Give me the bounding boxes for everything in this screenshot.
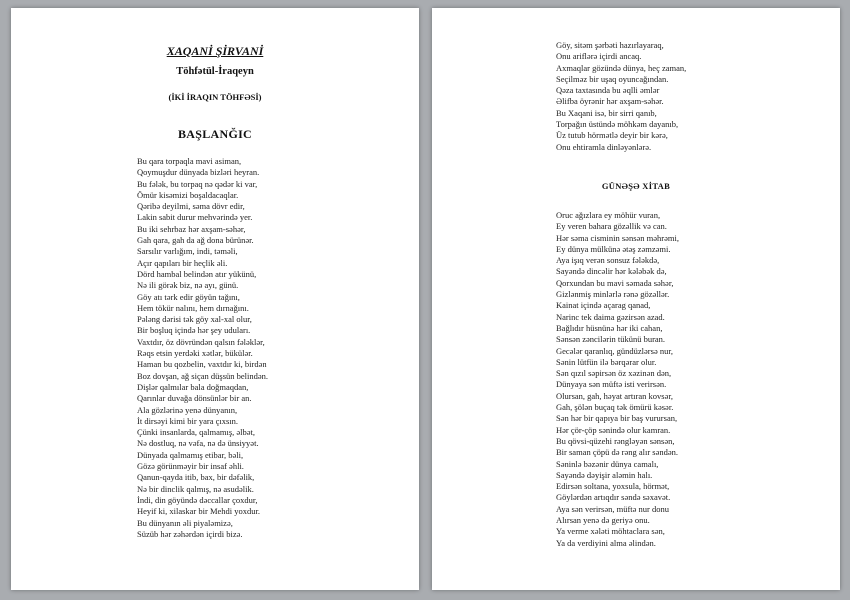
verse-line: Gah, şölən buçaq tək ömürü kəsər. [556, 402, 674, 413]
verse-line: Olursan, gah, həyat artıran kovsər, [556, 390, 673, 401]
verse-line: Dünyada qalmamış etibar, bəli, [137, 449, 244, 460]
verse-line: Haman bu qozbelin, vaxtdır ki, birdən [137, 359, 267, 370]
verse-line: Nə bir dinclik qalmış, nə asudəlik. [137, 483, 254, 494]
verse-line: Onu ariflərə içirdi ancaq. [556, 51, 642, 62]
right-page [432, 8, 840, 590]
verse-line: Sənin lütfün ilə bərqərar olur. [556, 356, 657, 367]
verse-line: Aya işıq verən sonsuz fələkdə, [556, 255, 660, 266]
verse-line: Axmaqlar gözündə dünya, heç zaman, [556, 62, 687, 73]
verse-line: Bağlıdır hüsnünə hər iki cahan, [556, 322, 663, 333]
section-title-right: GÜNƏŞƏ XİTAB [601, 181, 671, 191]
verse-line: Rəqs etsin yerdəki xətlər, bükülər. [137, 348, 253, 359]
verse-line: Vaxtdır, öz dövründən qalsın fələklər, [137, 336, 265, 347]
verse-line: Süzüb hər zəhərdən içirdi bizə. [137, 528, 243, 539]
verse-line: Alırsan yenə də geriyə onu. [556, 515, 650, 526]
verse-line: Onu ehtiramla dinləyənlərə. [556, 141, 652, 152]
verse-line: Qəribə deyilmi, səma dövr edir, [137, 201, 245, 212]
verse-line: Qorxundan bu mavi səmada səhər, [556, 277, 674, 288]
verse-line: Ömür kisəmizi boşaldacaqlar. [137, 189, 239, 200]
verse-line: Gizlənmiş minlərlə rənə gözəllər. [556, 289, 670, 300]
verse-line: Bu fələk, bu torpaq nə qədər ki var, [137, 178, 258, 189]
verse-line: Bir boşluq içində hər şey uduları. [137, 325, 251, 336]
verse-line: Bu qara torpaqla mavi asiman, [137, 156, 242, 166]
verse-line: Hər səma cisminin sənsən məhrəmi, [556, 232, 679, 243]
work-subtitle: (İKİ İRAQIN TÖHFƏSİ) [168, 92, 262, 102]
verse-line: İndi, din göyündə dəccallar çoxdur, [137, 494, 258, 505]
verse-line: Göylərdən artıqdır səndə səxavət. [556, 492, 671, 503]
verse-line: Nə ili görək biz, nə ayı, günü. [137, 280, 239, 291]
verse-line: Hər çör-çöp sənində olur kamran. [556, 424, 671, 435]
section-title-left: BAŞLANĞIC [177, 127, 253, 141]
verse-line: Göy atı tərk edir göyün tağını, [137, 291, 240, 302]
verse-line: Dişlər qalmılar bala doğmaqdan, [137, 381, 249, 392]
verse-line: Ala gözlərinə yenə dünyanın, [137, 404, 238, 415]
verse-line: Bir saman çöpü də rəng alır səndən. [556, 447, 679, 458]
verse-line: Sayəndə dəyişir aləmin halı. [556, 469, 653, 480]
verse-line: Qarınlar duvağa dönsünlər bir an. [137, 393, 252, 404]
verse-line: Əlifba öyrənir hər axşam-səhər. [556, 96, 664, 107]
verse-line: Qanun-qayda itib, bax, bir dəfəlik, [137, 472, 255, 483]
verse-list-right-top [556, 40, 686, 153]
verse-line: İt dirsəyi kimi bir yara çıxsın. [137, 415, 239, 426]
verse-line: Səninlə bəzənir dünya camalı, [556, 458, 659, 469]
verse-line: Dünyaya sən müftə isti verirsən. [556, 379, 667, 390]
verse-line: Lakin sabit durur mehvərində yer. [137, 212, 253, 223]
verse-line: Bu dünyanın əli piyaləmizə, [137, 517, 233, 528]
verse-line: Aya sən verirsən, müftə nur donu [556, 503, 669, 514]
verse-line: Sənsən zəncilərin tükünü buran. [556, 334, 666, 345]
verse-line: Kainat içində açarag qanad, [556, 300, 651, 311]
verse-line: Çünki insanlarda, qalmamış, əlbət, [137, 427, 256, 438]
left-page [11, 8, 419, 590]
verse-line: Narinc tek daima gəzirsən azad. [556, 311, 665, 322]
verse-line: Ey dünya mülkünə ətəş zəmzəmi. [556, 243, 671, 254]
verse-line: Qəza taxtasında bu əqlli əmlər [556, 85, 660, 96]
verse-line: Boz dovşan, ağ siçan düşsün belindən. [137, 370, 269, 381]
verse-list-right-bottom [556, 210, 679, 549]
verse-line: Bu Xaqani isə, bir sirri qanıb, [556, 107, 657, 118]
verse-line: Qoymuşdur dünyada bizləri heyran. [137, 167, 260, 178]
verse-line: Açır qapıları bir heçlik əli. [137, 257, 228, 268]
verse-line: Torpağın üstündə möhkəm dayanıb, [556, 119, 679, 130]
verse-line: Sarsılır varlığım, indi, təməli, [137, 246, 238, 257]
verse-line: Gözə görünməyir bir insaf əhli. [137, 461, 244, 472]
verse-line: Bu iki sehrbaz hər axşam-səhər, [137, 223, 246, 234]
verse-line: Edirsən soltana, yoxsula, hörmət, [556, 481, 670, 492]
verse-line: Göy, sitəm şərbəti hazırlayaraq, [556, 40, 664, 50]
verse-line: Sən hər bir qapıya bir baş vurursan, [556, 413, 678, 424]
verse-line: Sayəndə dincəlir hər kələbək də, [556, 266, 667, 277]
verse-line: Oruc ağızlara ey möhür vuran, [556, 210, 661, 220]
verse-line: Nə dostluq, nə vəfa, nə də ünsiyyət. [137, 438, 259, 449]
work-title: Töhfətül-İraqeyn [176, 66, 254, 77]
verse-line: Bu qövsi-qüzehi rəngləyən sənsən, [556, 435, 675, 446]
verse-line: Hem tökür nalını, hem dırnağını. [137, 302, 249, 313]
verse-line: Üz tutub hörmətlə deyir bir kərə, [556, 130, 668, 141]
verse-line: Heyif ki, xilaskar bir Mehdi yoxdur. [137, 506, 260, 517]
verse-line: Sən qızıl səpirsən öz xəzinən dən, [556, 368, 672, 379]
verse-line: Gah qara, gah da ağ dona bürünər. [137, 235, 254, 246]
verse-line: Seçilməz bir uşaq oyuncağından. [556, 73, 669, 84]
verse-line: Ya da verdiyini alma əlindən. [556, 537, 656, 548]
verse-list-left [137, 156, 268, 540]
poet-name: XAQANİ ŞİRVANİ [166, 44, 264, 58]
verse-line: Pələng dərisi tək göy xal-xal olur, [137, 314, 252, 325]
verse-line: Dörd hambal belindən atır yükünü, [137, 268, 257, 279]
verse-line: Ya verme xələti möhtaclara sən, [556, 526, 665, 537]
verse-line: Gecələr qaranlıq, gündüzlərsə nur, [556, 345, 673, 356]
verse-line: Ey veren bahara gözəllik və can. [556, 221, 667, 232]
